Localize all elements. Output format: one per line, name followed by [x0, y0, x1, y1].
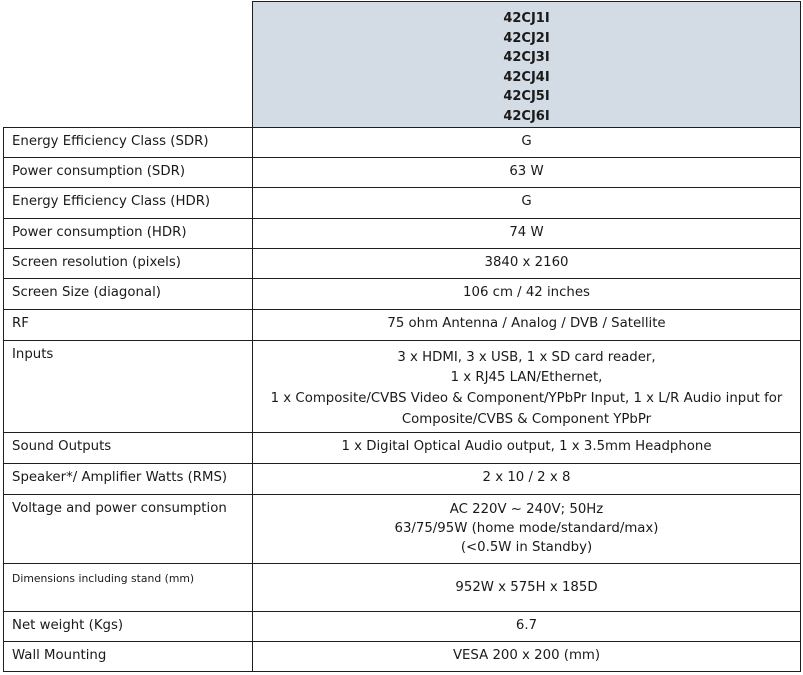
spec-value: 106 cm / 42 inches: [253, 278, 801, 309]
spec-label: Power consumption (HDR): [4, 218, 253, 248]
spec-label: Power consumption (SDR): [4, 157, 253, 187]
spec-label: Net weight (Kgs): [4, 611, 253, 641]
spec-value: [253, 494, 801, 563]
table-row: [4, 340, 801, 432]
spec-value-line: 63/75/95W (home mode/standard/max): [394, 520, 659, 536]
spec-value: VESA 200 x 200 (mm): [253, 641, 801, 671]
table-row: [4, 309, 801, 340]
table-row: [4, 278, 801, 309]
spec-value: 75 ohm Antenna / Analog / DVB / Satellite: [253, 309, 801, 340]
spec-value-line: AC 220V ~ 240V; 50Hz: [449, 501, 604, 517]
spec-value: G: [253, 127, 801, 157]
spec-value-line: Composite/CVBS & Component YPbPr: [401, 411, 652, 427]
table-row: [4, 463, 801, 494]
spec-value-line: 1 x RJ45 LAN/Ethernet,: [450, 370, 603, 386]
spec-label: Wall Mounting: [4, 641, 253, 671]
model-name: 42CJ3I: [503, 50, 550, 66]
spec-value: 2 x 10 / 2 x 8: [253, 463, 801, 494]
spec-label: Screen Size (diagonal): [4, 278, 253, 309]
table-row: [4, 432, 801, 463]
spec-value: G: [253, 187, 801, 218]
header-blank-cell: [4, 2, 253, 128]
spec-label: Energy Efficiency Class (HDR): [4, 187, 253, 218]
spec-label: Dimensions including stand (mm): [4, 563, 253, 611]
spec-value: 6.7: [253, 611, 801, 641]
table-row: [4, 187, 801, 218]
model-header-cell: [253, 2, 801, 128]
spec-label: RF: [4, 309, 253, 340]
spec-label: Voltage and power consumption: [4, 494, 253, 563]
spec-label: Energy Efficiency Class (SDR): [4, 127, 253, 157]
table-row: [4, 248, 801, 278]
spec-label: Screen resolution (pixels): [4, 248, 253, 278]
spec-value: 952W x 575H x 185D: [253, 563, 801, 611]
spec-value: 63 W: [253, 157, 801, 187]
table-row: [4, 218, 801, 248]
spec-value: 3840 x 2160: [253, 248, 801, 278]
spec-value: 1 x Digital Optical Audio output, 1 x 3.5mm Headphone: [253, 432, 801, 463]
model-name: 42CJ2I: [503, 30, 550, 46]
spec-value: [253, 340, 801, 432]
spec-label: Inputs: [4, 340, 253, 432]
spec-value: 74 W: [253, 218, 801, 248]
table-header-row: [4, 2, 801, 128]
model-name: 42CJ1I: [503, 11, 550, 26]
spec-label: Sound Outputs: [4, 432, 253, 463]
table-row: [4, 641, 801, 671]
spec-value-line: 1 x Composite/CVBS Video & Component/YPbPr Input, 1 x L/R Audio input for: [270, 391, 783, 407]
spec-value-line: (<0.5W in Standby): [460, 539, 593, 555]
spec-label: Speaker*/ Amplifier Watts (RMS): [4, 463, 253, 494]
model-name: 42CJ4I: [503, 69, 550, 85]
table-row: [4, 494, 801, 563]
table-row: [4, 611, 801, 641]
model-name: 42CJ5I: [503, 89, 550, 105]
table-row: [4, 157, 801, 187]
spec-table: [3, 1, 801, 672]
spec-value-line: 3 x HDMI, 3 x USB, 1 x SD card reader,: [397, 349, 656, 365]
table-row: [4, 127, 801, 157]
table-row: [4, 563, 801, 611]
model-name: 42CJ6I: [503, 108, 550, 124]
